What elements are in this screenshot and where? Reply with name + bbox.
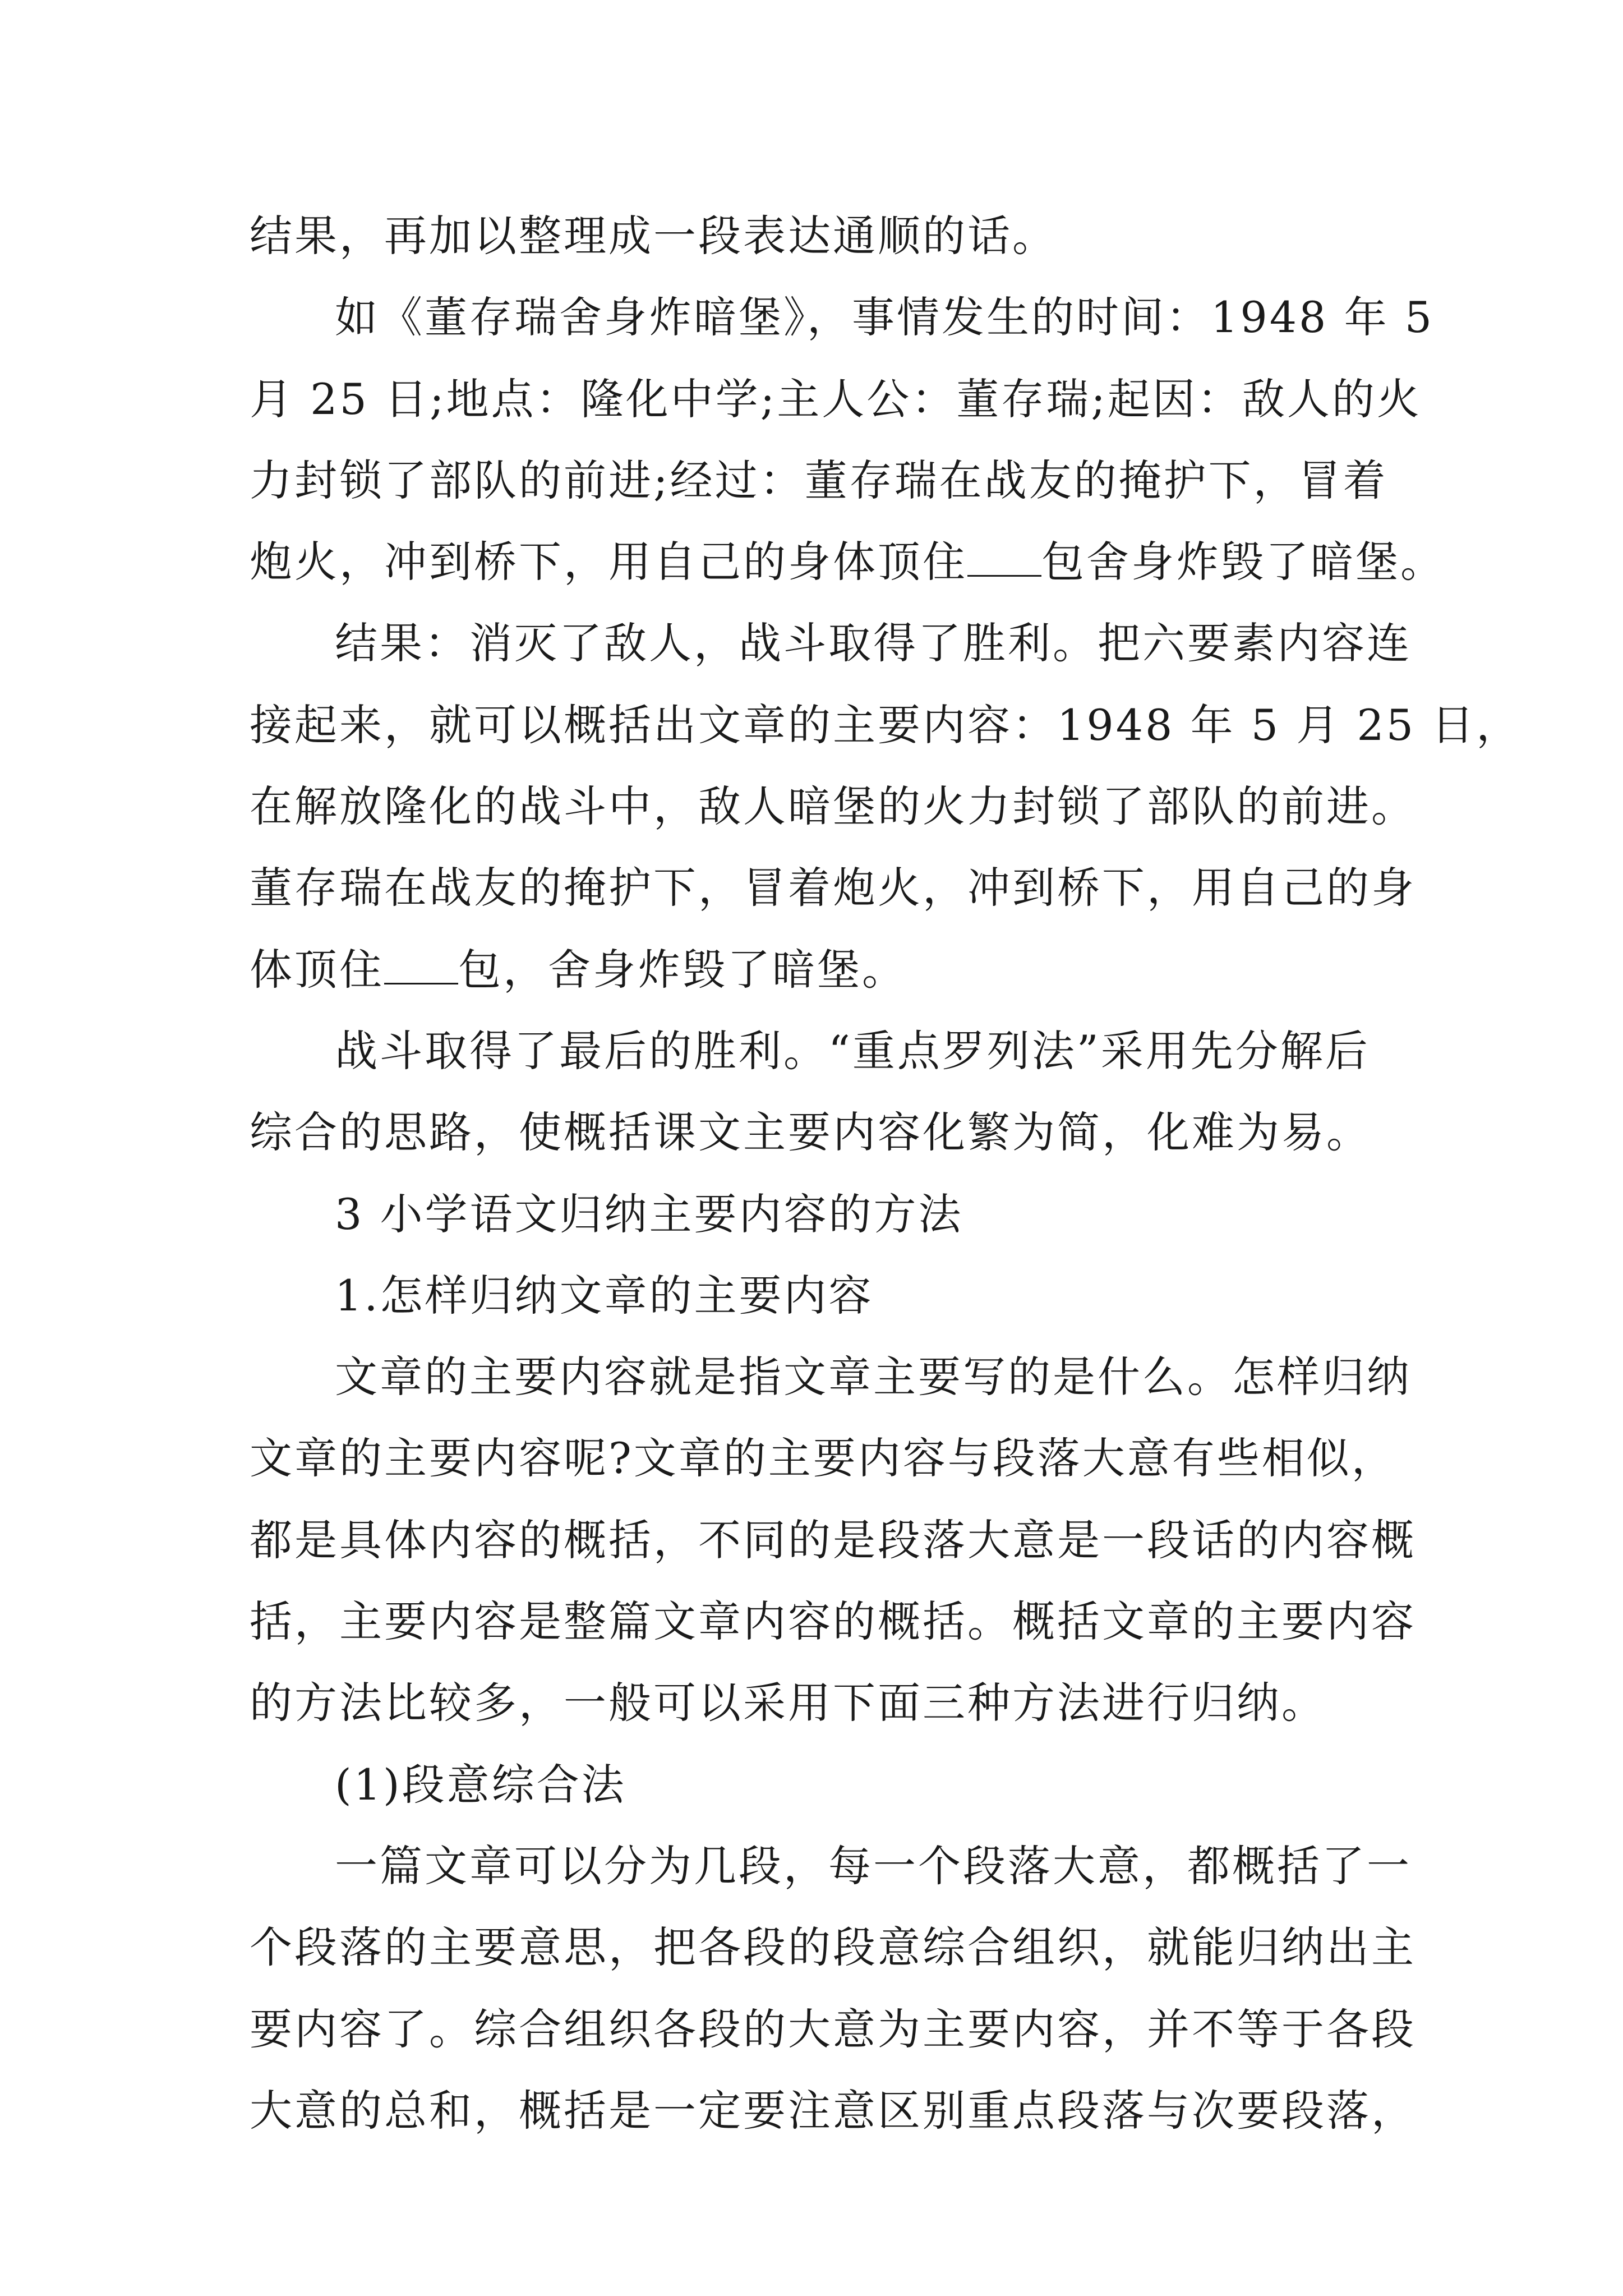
text-line: 要内容了。综合组织各段的大意为主要内容，并不等于各段 <box>250 2004 1416 2054</box>
text-line: 在解放隆化的战斗中，敌人暗堡的火力封锁了部队的前进。 <box>250 781 1416 832</box>
text-line: 一篇文章可以分为几段，每一个段落大意，都概括了一 <box>335 1841 1412 1891</box>
fill-blank <box>967 541 1041 577</box>
text-line: 结果，再加以整理成一段表达通顺的话。 <box>250 211 1057 261</box>
text-line: 括，主要内容是整篇文章内容的概括。概括文章的主要内容 <box>250 1596 1416 1647</box>
text-line: 综合的思路，使概括课文主要内容化繁为简，化难为易。 <box>250 1107 1371 1158</box>
text-line: 大意的总和，概括是一定要注意区别重点段落与次要段落， <box>250 2085 1416 2136</box>
text-line: 文章的主要内容就是指文章主要写的是什么。怎样归纳 <box>335 1352 1412 1402</box>
subsection-heading: 1.怎样归纳文章的主要内容 <box>335 1270 874 1320</box>
text-line <box>250 929 1382 1010</box>
text-segment: 包舍身炸毁了暗堡。 <box>1041 537 1445 587</box>
section-heading: 3 小学语文归纳主要内容的方法 <box>335 1189 963 1239</box>
body-text <box>250 195 1521 2151</box>
text-line: 的方法比较多，一般可以采用下面三种方法进行归纳。 <box>250 1678 1326 1728</box>
text-line: 如《董存瑞舍身炸暗堡》，事情发生的时间：1948 年 5 <box>335 292 1435 343</box>
text-line: 战斗取得了最后的胜利。“重点罗列法”采用先分解后 <box>335 1025 1370 1076</box>
text-line: 力封锁了部队的前进;经过：董存瑞在战友的掩护下，冒着 <box>250 455 1388 505</box>
text-line: 结果：消灭了敌人，战斗取得了胜利。把六要素内容连 <box>335 618 1412 669</box>
text-segment: 体顶住 <box>250 944 384 995</box>
text-line: 董存瑞在战友的掩护下，冒着炮火，冲到桥下，用自己的身 <box>250 863 1416 913</box>
method-heading: (1)段意综合法 <box>335 1759 626 1810</box>
text-line: 月 25 日;地点：隆化中学;主人公：董存瑞;起因：敌人的火 <box>250 374 1422 424</box>
text-line: 都是具体内容的概括，不同的是段落大意是一段话的内容概 <box>250 1515 1416 1565</box>
text-line: 文章的主要内容呢?文章的主要内容与段落大意有些相似， <box>250 1433 1396 1484</box>
fill-blank <box>384 949 458 984</box>
text-line <box>250 521 1445 602</box>
text-segment: 炮火，冲到桥下，用自己的身体顶住 <box>250 537 967 587</box>
text-segment: 包，舍身炸毁了暗堡。 <box>458 944 907 995</box>
text-line: 个段落的主要意思，把各段的段意综合组织，就能归纳出主 <box>250 1922 1416 1973</box>
text-line: 接起来，就可以概括出文章的主要内容：1948 年 5 月 25 日， <box>250 700 1521 750</box>
